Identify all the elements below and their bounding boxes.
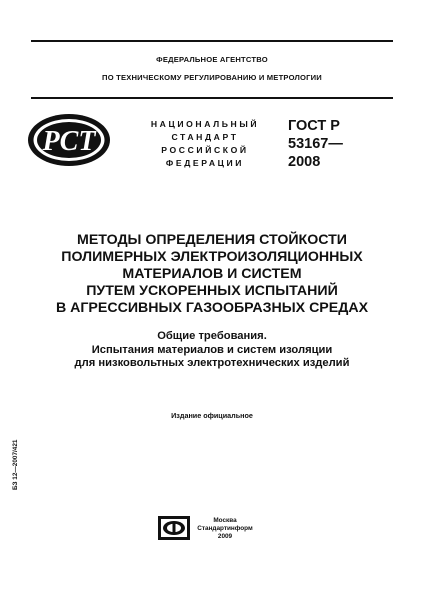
standartinform-logo-icon [158, 516, 190, 540]
edition-label: Издание официальное [171, 411, 253, 420]
document-title [22, 232, 402, 317]
publisher-block [194, 517, 256, 541]
title-line: МЕТОДЫ ОПРЕДЕЛЕНИЯ СТОЙКОСТИ [77, 232, 347, 248]
title-line: ПОЛИМЕРНЫХ ЭЛЕКТРОИЗОЛЯЦИОННЫХ [61, 249, 363, 265]
logo-letters: РСТ [42, 126, 96, 157]
designation-line: 2008 [288, 154, 321, 170]
national-standard-line: НАЦИОНАЛЬНЫЙ [150, 119, 260, 129]
header-divider [31, 97, 393, 99]
publisher-city: Москва [213, 517, 237, 524]
publisher-name: Стандартинформ [197, 525, 253, 532]
top-divider [31, 40, 393, 42]
national-standard-block [135, 118, 275, 170]
title-line: В АГРЕССИВНЫХ ГАЗООБРАЗНЫХ СРЕДАХ [55, 300, 369, 316]
subtitle-line: Общие требования. [157, 330, 267, 342]
national-standard-line: СТАНДАРТ [171, 132, 239, 142]
subtitle-line: для низковольтных электротехнических изделий [74, 357, 350, 369]
agency-name-line1: ФЕДЕРАЛЬНОЕ АГЕНТСТВО [156, 55, 268, 64]
document-subtitle [22, 330, 402, 371]
standard-designation [288, 117, 343, 171]
publisher-year: 2009 [217, 533, 233, 540]
title-line: ПУТЕМ УСКОРЕННЫХ ИСПЫТАНИЙ [86, 283, 338, 299]
designation-line: ГОСТ Р [288, 118, 340, 134]
title-line: МАТЕРИАЛОВ И СИСТЕМ [122, 266, 302, 282]
rst-certification-logo-icon [26, 112, 112, 168]
national-standard-line: РОССИЙСКОЙ [161, 145, 249, 155]
national-standard-line: ФЕДЕРАЦИИ [165, 158, 245, 168]
agency-name-line2: ПО ТЕХНИЧЕСКОМУ РЕГУЛИРОВАНИЮ И МЕТРОЛОГИИ [102, 73, 322, 82]
designation-line: 53167— [288, 136, 343, 152]
subtitle-line: Испытания материалов и систем изоляции [91, 343, 333, 356]
side-registration-code: БЗ 12—2007/421 [12, 439, 19, 490]
